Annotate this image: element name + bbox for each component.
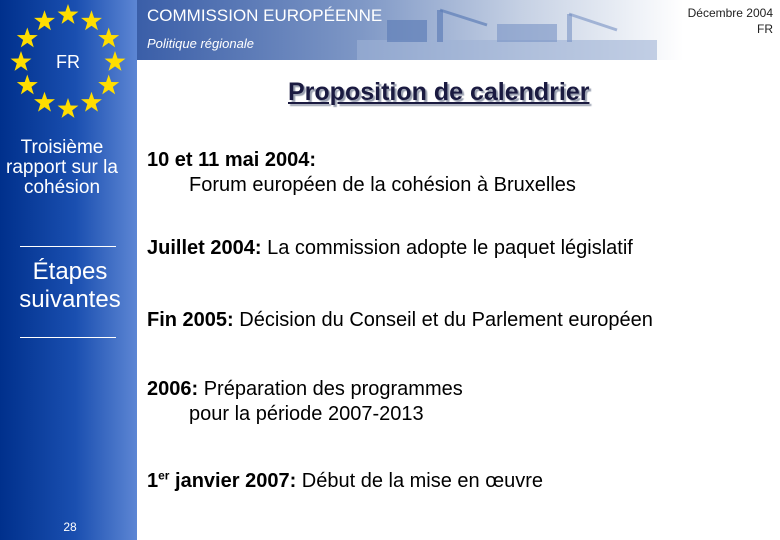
timeline-text: Préparation des programmes [203, 378, 463, 400]
timeline-date: 2006: [147, 378, 199, 400]
timeline-text: Forum européen de la cohésion à Bruxelles [189, 174, 576, 196]
harbor-photo-icon [357, 0, 657, 60]
slide-title: Proposition de calendrier [288, 78, 590, 106]
sidebar-divider-bottom [20, 337, 116, 338]
timeline-item [147, 236, 633, 261]
timeline-text: La commission adopte le paquet législatif [267, 237, 633, 259]
timeline-item [147, 308, 653, 333]
timeline-item [147, 148, 576, 198]
timeline-item [147, 469, 543, 494]
star-icon [11, 51, 32, 71]
department-name: Politique régionale [147, 36, 254, 51]
timeline-date: Juillet 2004: [147, 237, 262, 259]
star-icon [81, 92, 102, 112]
timeline-date-rest: janvier 2007: [175, 470, 297, 492]
timeline-date-ordinal: er [158, 468, 170, 483]
star-icon [17, 28, 38, 48]
star-icon [98, 28, 119, 48]
star-icon [17, 75, 38, 95]
timeline-date: Fin 2005: [147, 309, 234, 331]
date-label: Décembre 2004 [687, 6, 773, 20]
star-icon [98, 75, 119, 95]
star-icon [81, 10, 102, 30]
star-icon [34, 92, 55, 112]
star-icon [34, 10, 55, 30]
report-title: Troisième rapport sur la cohésion [6, 137, 118, 198]
flag-country-code: FR [56, 52, 80, 72]
timeline-text: Début de la mise en œuvre [301, 470, 544, 492]
language-code: FR [757, 22, 773, 36]
section-title: Étapes suivantes [19, 258, 121, 313]
sidebar [0, 0, 137, 540]
page-number: 28 [63, 520, 77, 534]
organization-name: COMMISSION EUROPÉENNE [147, 6, 383, 25]
star-icon [105, 51, 126, 71]
timeline-date: 10 et 11 mai 2004: [147, 149, 317, 171]
sidebar-divider-top [20, 246, 116, 247]
timeline-item [147, 377, 463, 427]
star-icon [58, 4, 79, 24]
timeline-date [147, 470, 296, 492]
star-icon [58, 98, 79, 118]
timeline-date-day: 1 [147, 470, 159, 492]
timeline-text: Décision du Conseil et du Parlement européen [239, 309, 653, 331]
date-stamp [688, 5, 773, 37]
timeline-text-continued: pour la période 2007-2013 [189, 403, 424, 425]
